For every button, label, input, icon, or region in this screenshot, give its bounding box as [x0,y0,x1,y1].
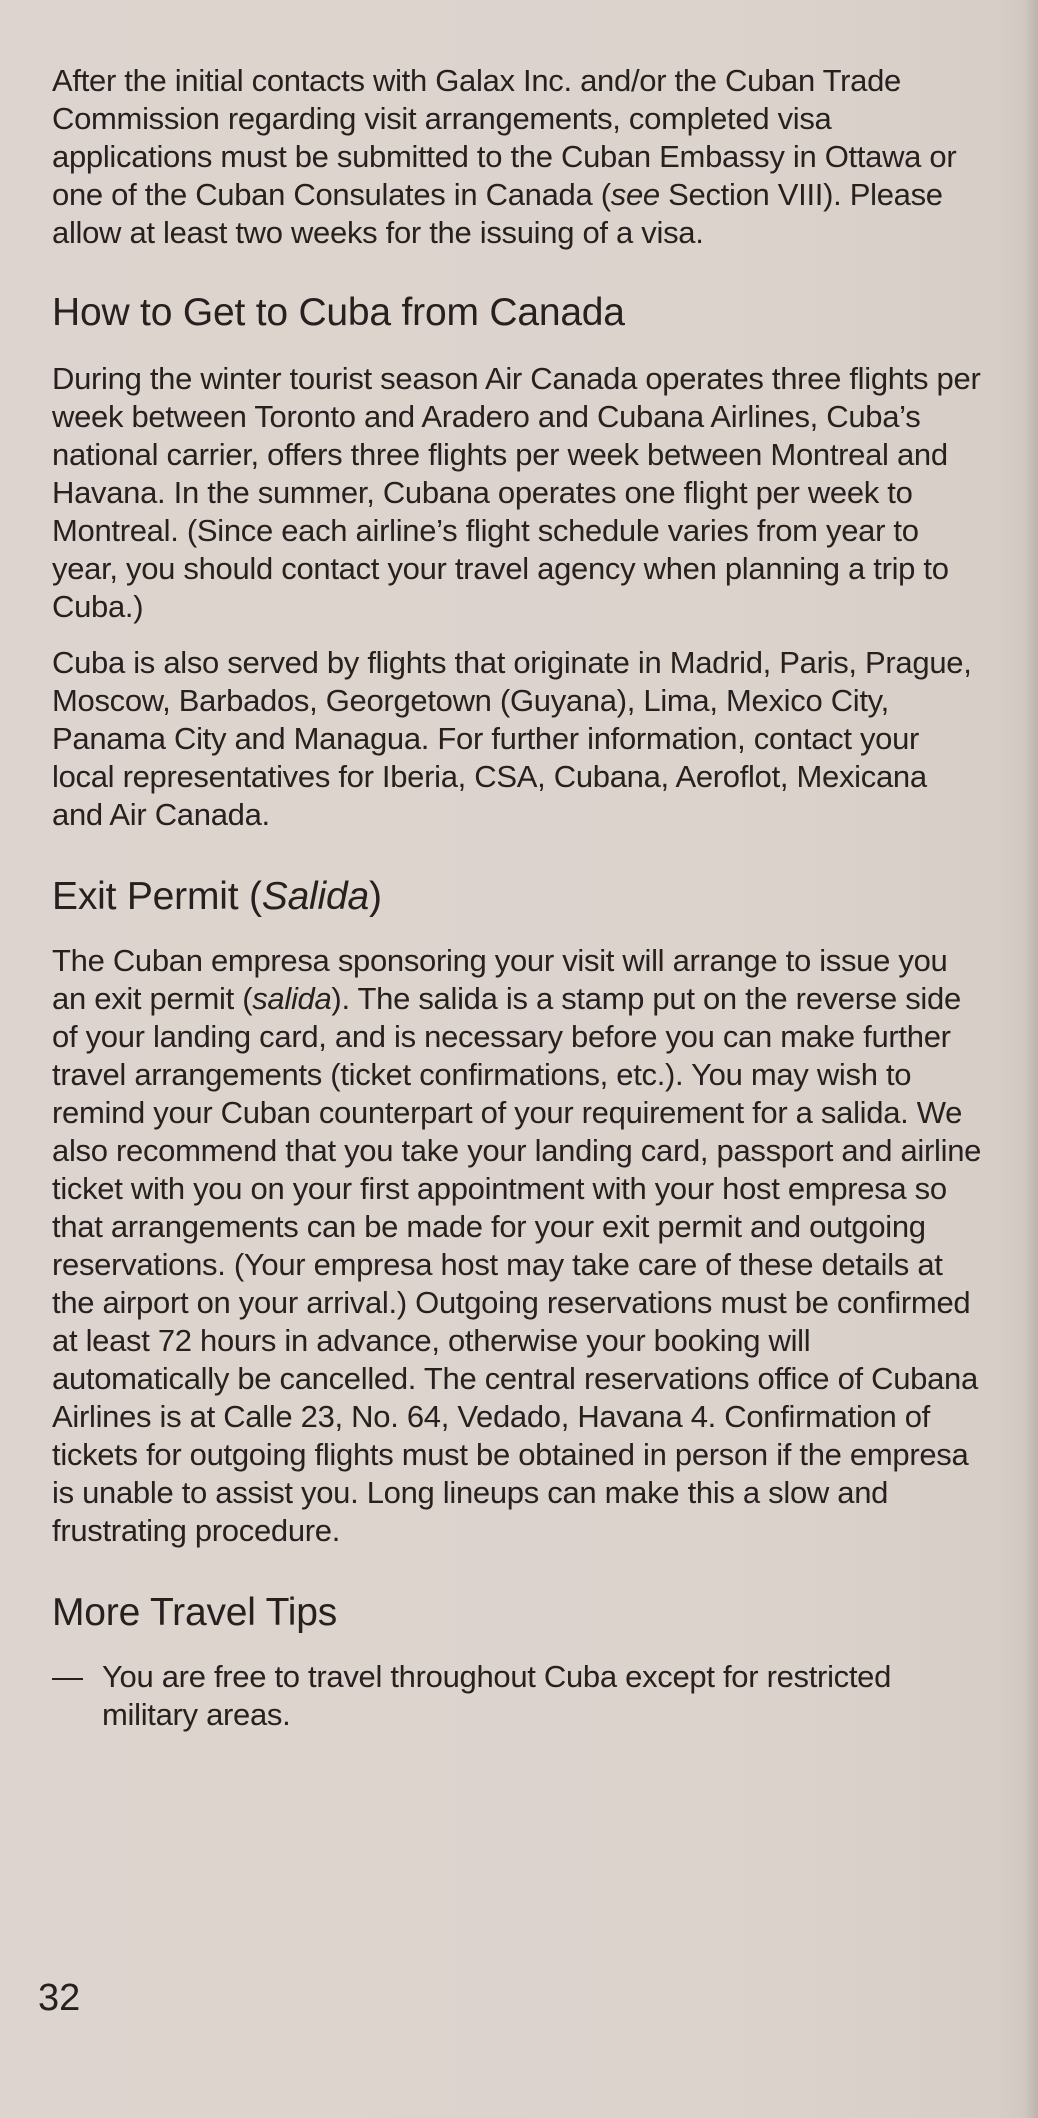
heading-exit-permit: Exit Permit (Salida) [52,875,382,918]
page-number: 32 [38,1977,81,2019]
tip-text: You are free to travel throughout Cuba except for restricted military areas. [102,1659,892,1732]
heading-more-travel-tips: More Travel Tips [52,1591,338,1634]
tip-dash: — [52,1659,83,1694]
paragraph-exit-permit: The Cuban empresa sponsoring your visit will arrange to issue you an exit permit (salida). The salida is a stamp put on the reverse side of your landing card, and is necessary before you can make further travel arrangements (ticket confirmations, etc.). You may wish to remind your Cuban counterpart of your requirement for a salida. We also recommend that you take your landing card, passport and airline ticket with you on your first appointment with your host empresa so that arrangements can be made for your exit permit and outgoing reservations. (Your empresa host may take care of these details at the airport on your arrival.) Outgoing reservations must be confirmed at least 72 hours in advance, otherwise your booking will automatically be cancelled. The central reservations office of Cubana Airlines is at Calle 23, No. 64, Vedado, Havana 4. Confirmation of tickets for outgoing flights must be obtained in person if the empresa is unable to assist you. Long lineups can make this a slow and frustrating procedure. [52,943,982,1548]
paragraph-flights-canada: During the winter tourist season Air Canada operates three flights per week between Toronto and Aradero and Cubana Airlines, Cuba’s national carrier, offers three flights per week between Montreal and Havana. In the summer, Cubana operates one flight per week to Montreal. (Since each airline’s flight schedule varies from year to year, you should contact your travel agency when planning a trip to Cuba.) [52,361,981,624]
paragraph-visa: After the initial contacts with Galax Inc. and/or the Cuban Trade Commission regarding visit arrangements, completed visa applications must be submitted to the Cuban Embassy in Ottawa or one of the Cuban Consulates in Canada (see Section VIII). Please allow at least two weeks for the issuing of a visa. [52,63,957,250]
tip-item [52,1658,982,1734]
page-content [52,62,982,1734]
page-edge-shadow [1024,0,1038,2118]
paragraph-other-flights: Cuba is also served by flights that originate in Madrid, Paris, Prague, Moscow, Barbados, Georgetown (Guyana), Lima, Mexico City, Panama City and Managua. For further information, contact your local representatives for Iberia, CSA, Cubana, Aeroflot, Mexicana and Air Canada. [52,645,972,832]
heading-how-to-get: How to Get to Cuba from Canada [52,291,625,334]
